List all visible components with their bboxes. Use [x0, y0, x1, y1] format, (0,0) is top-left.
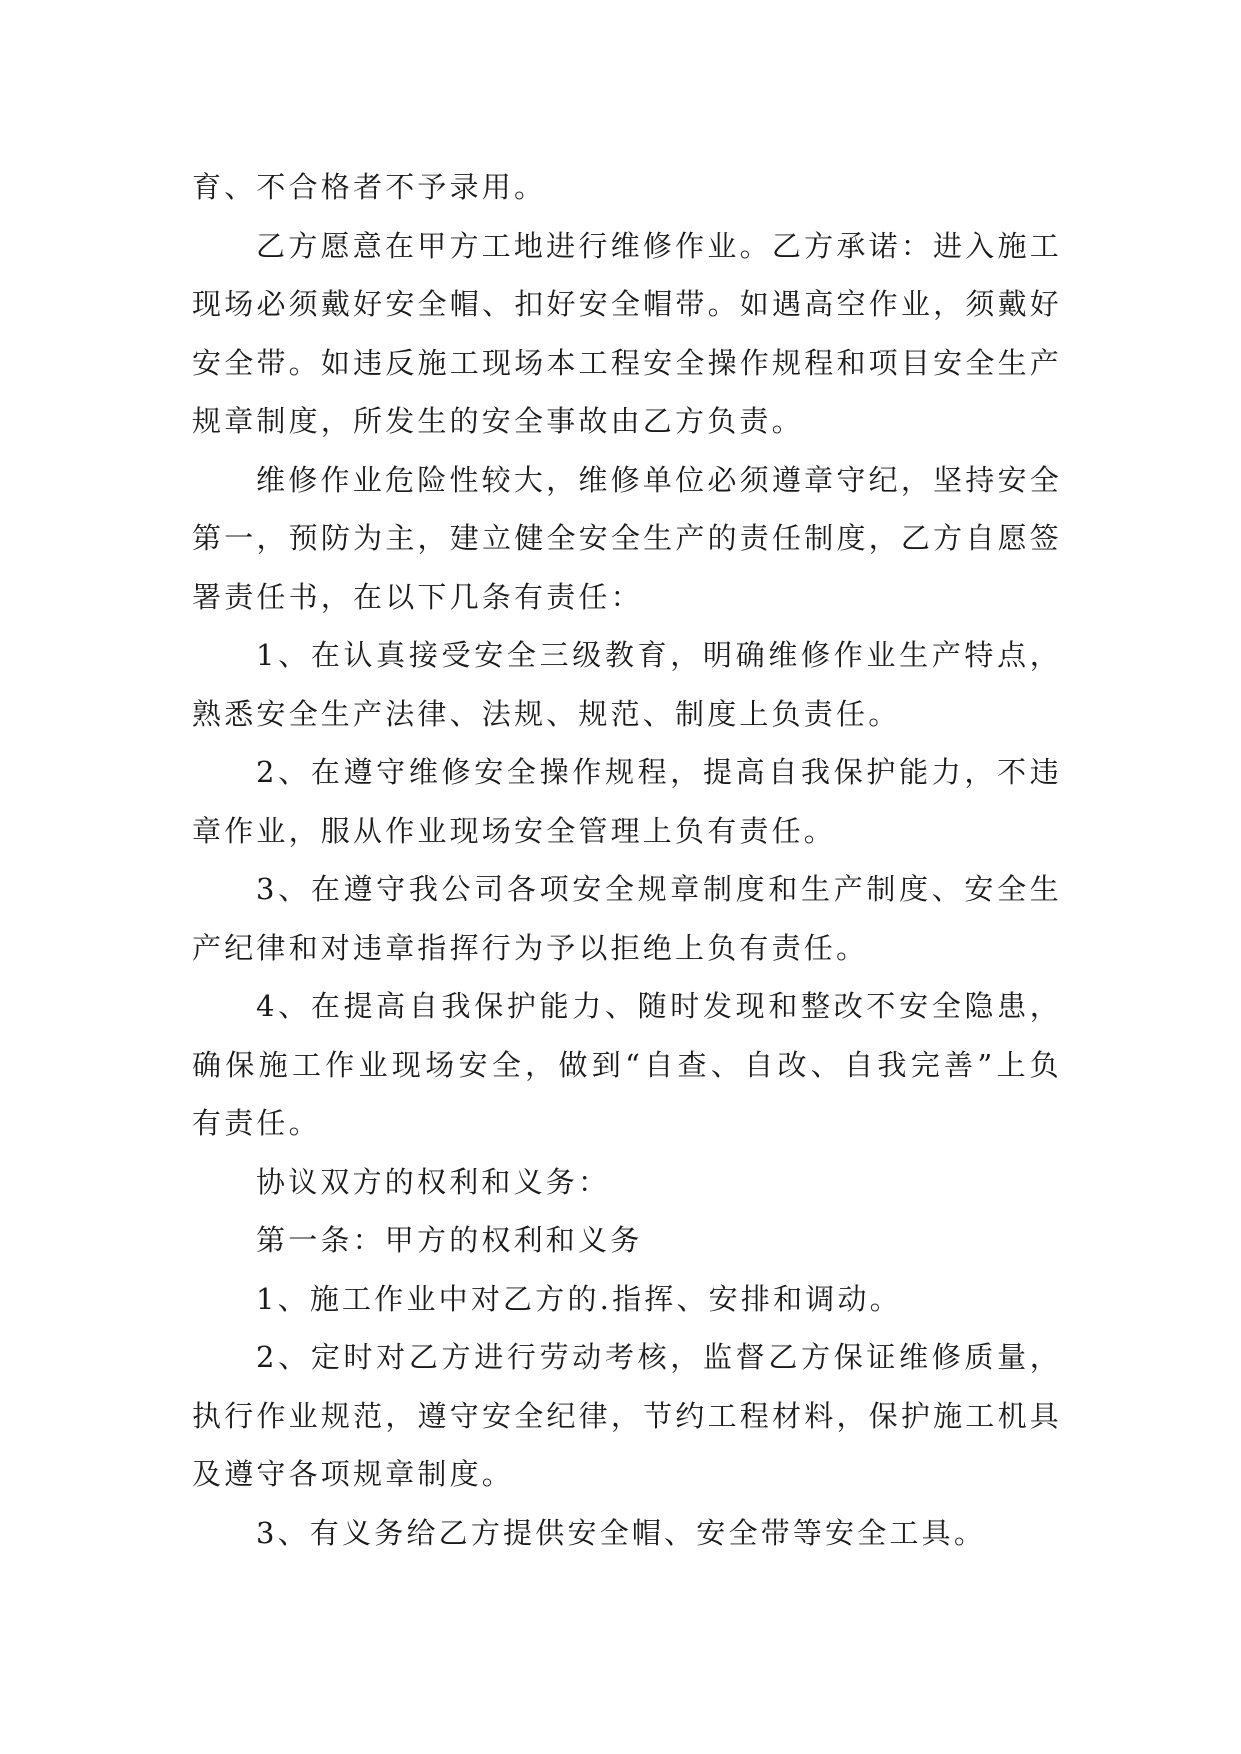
paragraph-item-4: 4、在提高自我保护能力、随时发现和整改不安全隐患，确保施工作业现场安全，做到“自查、自改、自我完善”上负有责任。	[192, 989, 1062, 1140]
paragraph-rights-heading: 协议双方的权利和义务：	[256, 1164, 611, 1199]
paragraph-party-b-commitment: 乙方愿意在甲方工地进行维修作业。乙方承诺：进入施工现场必须戴好安全帽、扣好安全帽带。如遇高空作业，须戴好安全带。如违反施工现场本工程安全操作规程和项目安全生产规章制度，所发生的安全事故由乙方负责。	[192, 228, 1062, 438]
paragraph-item-3: 3、在遵守我公司各项安全规章制度和生产制度、安全生产纪律和对违章指挥行为予以拒绝上负有责任。	[192, 872, 1062, 965]
paragraph-article-1-item-1: 1、施工作业中对乙方的.指挥、安排和调动。	[256, 1281, 902, 1316]
document-body	[192, 158, 1062, 1562]
paragraph-item-2: 2、在遵守维修安全操作规程，提高自我保护能力，不违章作业，服从作业现场安全管理上负有责任。	[192, 755, 1062, 848]
paragraph-safety-responsibility: 维修作业危险性较大，维修单位必须遵章守纪，坚持安全第一，预防为主，建立健全安全生产的责任制度，乙方自愿签署责任书，在以下几条有责任：	[192, 462, 1062, 614]
paragraph-item-1: 1、在认真接受安全三级教育，明确维修作业生产特点，熟悉安全生产法律、法规、规范、制度上负责任。	[192, 638, 1062, 731]
paragraph-article-1-item-3: 3、有义务给乙方提供安全帽、安全带等安全工具。	[256, 1515, 987, 1550]
paragraph-continuation: 育、不合格者不予录用。	[192, 170, 547, 204]
paragraph-article-1-heading: 第一条：甲方的权利和义务	[256, 1223, 643, 1257]
paragraph-article-1-item-2: 2、定时对乙方进行劳动考核，监督乙方保证维修质量，执行作业规范，遵守安全纪律，节约工程材料，保护施工机具及遵守各项规章制度。	[192, 1340, 1062, 1491]
